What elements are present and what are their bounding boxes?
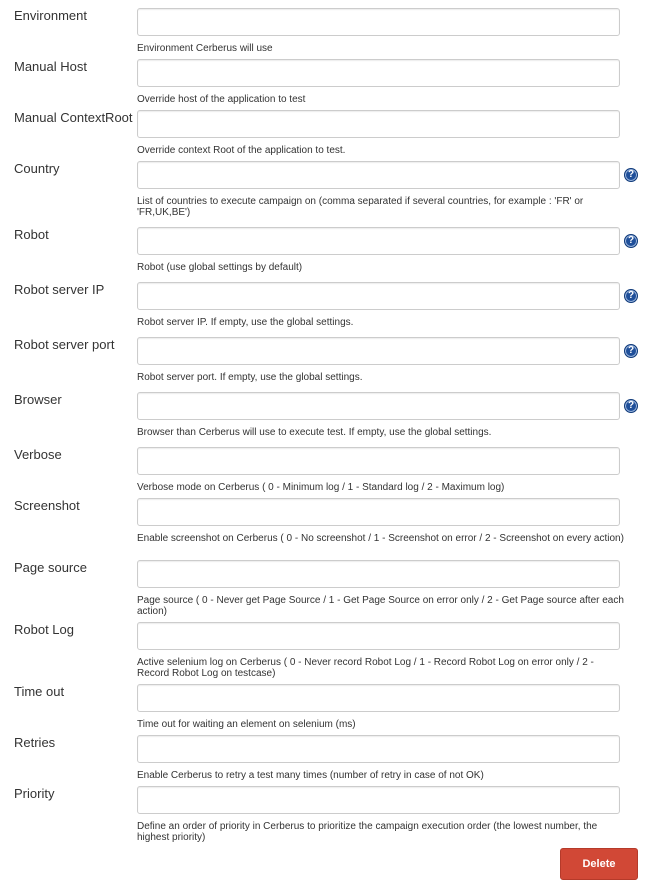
verbose-input[interactable] xyxy=(137,447,620,475)
screenshot-label: Screenshot xyxy=(14,498,80,513)
country-help-text: List of countries to execute campaign on (comma separated if several countries, for example : 'FR' or 'FR,UK,BE') xyxy=(137,196,584,218)
manual-host-input[interactable] xyxy=(137,59,620,87)
browser-input[interactable] xyxy=(137,392,620,420)
robot-label: Robot xyxy=(14,227,49,242)
robot-log-help-text: Active selenium log on Cerberus ( 0 - Never record Robot Log / 1 - Record Robot Log on error only / 2 - Record Robot Log on testcase) xyxy=(137,657,594,679)
priority-help-text: Define an order of priority in Cerberus to prioritize the campaign execution order (the lowest number, the highest priority) xyxy=(137,821,598,843)
browser-help-text: Browser than Cerberus will use to execute test. If empty, use the global settings. xyxy=(137,427,492,438)
verbose-help-text: Verbose mode on Cerberus ( 0 - Minimum log / 1 - Standard log / 2 - Maximum log) xyxy=(137,482,505,493)
robot-help-text: Robot (use global settings by default) xyxy=(137,262,303,273)
priority-input[interactable] xyxy=(137,786,620,814)
time-out-help-text: Time out for waiting an element on selenium (ms) xyxy=(137,719,356,730)
robot-server-port-help-text: Robot server port. If empty, use the global settings. xyxy=(137,372,363,383)
browser-label: Browser xyxy=(14,392,62,407)
help-icon[interactable]: ? xyxy=(624,399,638,413)
verbose-label: Verbose xyxy=(14,447,62,462)
page-source-help-text: Page source ( 0 - Never get Page Source / 1 - Get Page Source on error only / 2 - Get Page source after each action) xyxy=(137,595,624,617)
robot-log-input[interactable] xyxy=(137,622,620,650)
environment-input[interactable] xyxy=(137,8,620,36)
environment-label: Environment xyxy=(14,8,87,23)
help-icon[interactable]: ? xyxy=(624,344,638,358)
page-source-input[interactable] xyxy=(137,560,620,588)
robot-server-ip-label: Robot server IP xyxy=(14,282,105,297)
delete-button[interactable]: Delete xyxy=(560,848,638,880)
priority-label: Priority xyxy=(14,786,55,801)
robot-server-ip-input[interactable] xyxy=(137,282,620,310)
country-input[interactable] xyxy=(137,161,620,189)
screenshot-help-text: Enable screenshot on Cerberus ( 0 - No screenshot / 1 - Screenshot on error / 2 - Screenshot on every action) xyxy=(137,533,624,544)
time-out-input[interactable] xyxy=(137,684,620,712)
retries-help-text: Enable Cerberus to retry a test many times (number of retry in case of not OK) xyxy=(137,770,484,781)
retries-label: Retries xyxy=(14,735,56,750)
page-source-label: Page source xyxy=(14,560,87,575)
help-icon[interactable]: ? xyxy=(624,289,638,303)
help-icon[interactable]: ? xyxy=(624,168,638,182)
screenshot-input[interactable] xyxy=(137,498,620,526)
help-icon[interactable]: ? xyxy=(624,234,638,248)
manual-host-help-text: Override host of the application to test xyxy=(137,94,306,105)
robot-input[interactable] xyxy=(137,227,620,255)
environment-help-text: Environment Cerberus will use xyxy=(137,43,273,54)
manual-contextroot-label: Manual ContextRoot xyxy=(14,110,133,125)
robot-server-port-input[interactable] xyxy=(137,337,620,365)
manual-contextroot-input[interactable] xyxy=(137,110,620,138)
robot-server-ip-help-text: Robot server IP. If empty, use the global settings. xyxy=(137,317,354,328)
manual-contextroot-help-text: Override context Root of the application to test. xyxy=(137,145,346,156)
time-out-label: Time out xyxy=(14,684,65,699)
manual-host-label: Manual Host xyxy=(14,59,87,74)
robot-server-port-label: Robot server port xyxy=(14,337,115,352)
robot-log-label: Robot Log xyxy=(14,622,74,637)
country-label: Country xyxy=(14,161,60,176)
retries-input[interactable] xyxy=(137,735,620,763)
